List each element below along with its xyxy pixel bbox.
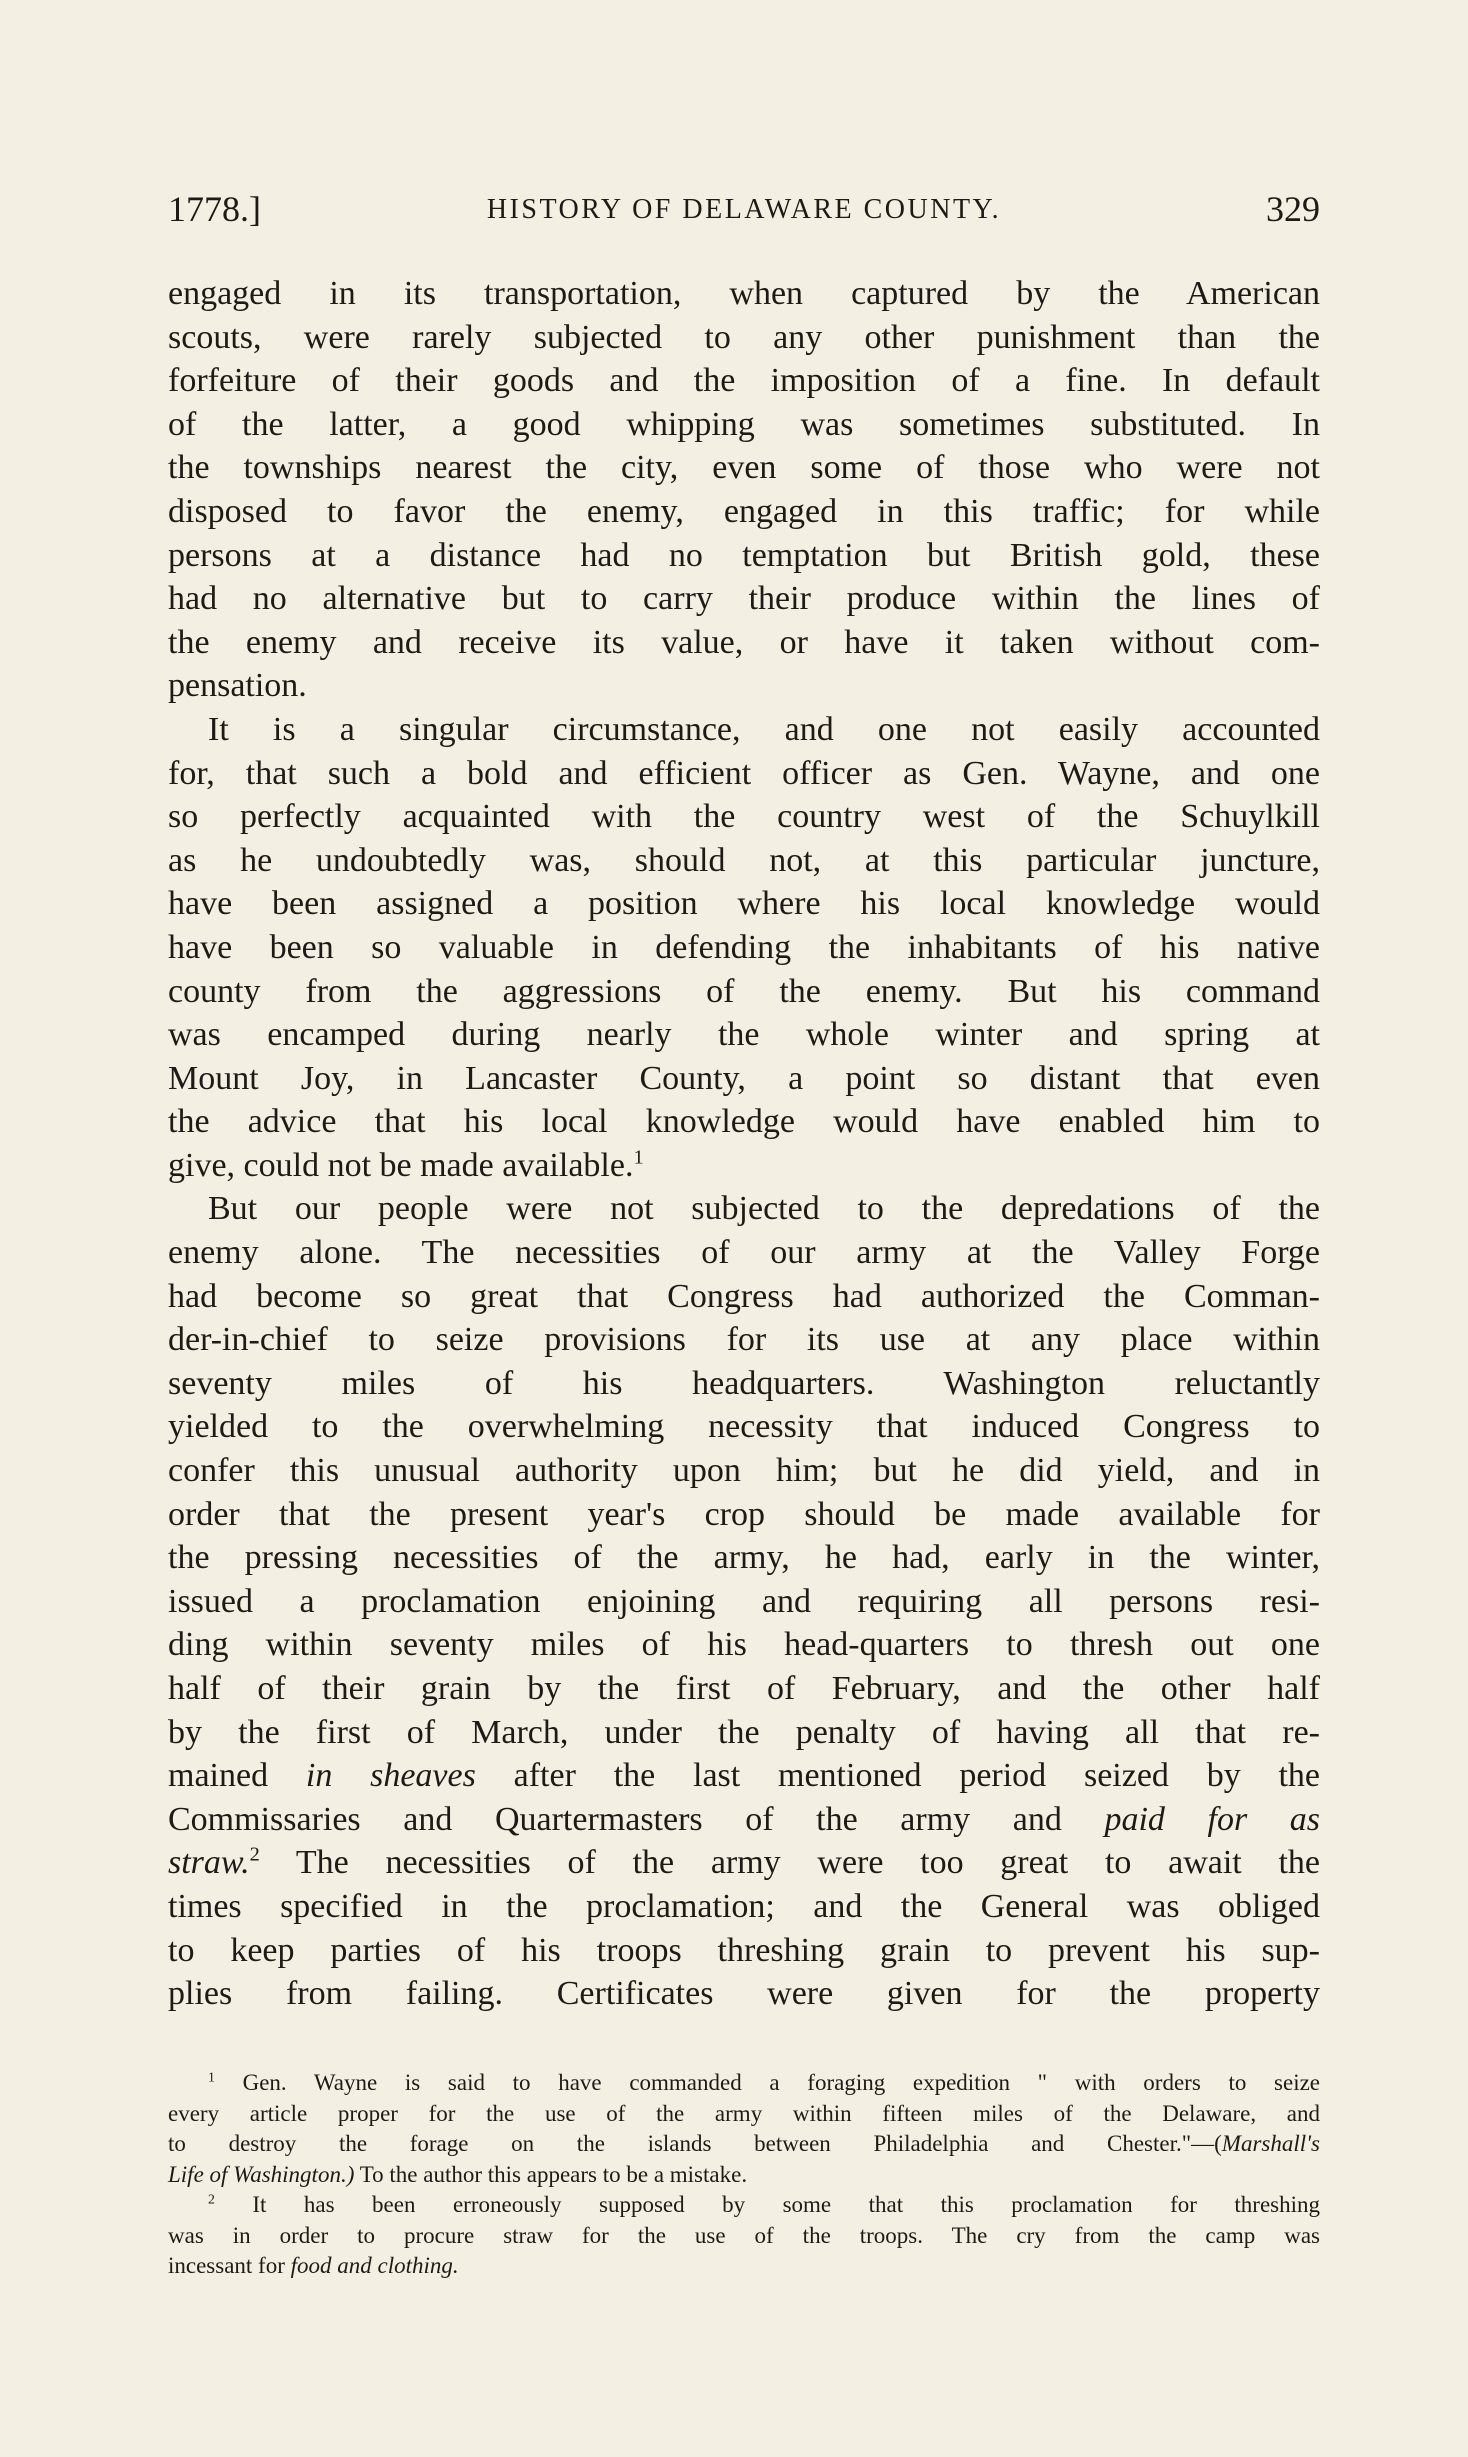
body-line: der-in-chief to seize provisions for its use at any place within [168,1321,1320,1359]
body-line: have been so valuable in defending the inhabitants of his native [168,928,1320,966]
body-line: forfeiture of their goods and the imposition of a fine. In default [168,362,1320,400]
body-line: enemy alone. The necessities of our army at the Valley Forge [168,1234,1320,1272]
footnote-text: Gen. Wayne is said to have commanded a foraging expedition " with orders to seize [242,2070,1320,2095]
footnote-line [168,2068,1320,2099]
footnote-line [168,2190,1320,2221]
body-line [168,1754,1320,1798]
body-line: scouts, were rarely subjected to any other punishment than the [168,318,1320,356]
footnote-number: 1 [208,2069,215,2085]
body-line: half of their grain by the first of February, and the other half [168,1670,1320,1707]
footnote-italic: Marshall's [1221,2131,1320,2156]
body-line: yielded to the overwhelming necessity that induced Congress to [168,1408,1320,1446]
body-line-text: mained [168,1757,269,1795]
footnote-line: was in order to procure straw for the use of the troops. The cry from the camp was [168,2222,1320,2248]
body-line: engaged in its transportation, when captured by the American [168,275,1320,312]
body-line: by the first of March, under the penalty of having all that re- [168,1713,1320,1751]
footnote-line: every article proper for the use of the army within fifteen miles of the Delaware, and [168,2100,1320,2126]
body-line: for, that such a bold and efficient officer as Gen. Wayne, and one [168,754,1320,792]
body-line: had no alternative but to carry their produce within the lines of [168,580,1320,618]
page-number: 329 [1266,189,1320,229]
body-line-text: give, could not be made available. [168,1146,634,1184]
body-line: disposed to favor the enemy, engaged in this traffic; for while [168,492,1320,530]
body-line: of the latter, a good whipping was sometimes substituted. In [168,405,1320,443]
body-line [168,1841,1320,1885]
running-head [168,188,1320,238]
footnote-text: to destroy the forage on the islands between Philadelphia and Chester."—( [168,2131,1222,2156]
body-line: the enemy and receive its value, or have it taken without com- [168,623,1320,661]
footnote-text: incessant for [168,2253,285,2278]
footnote-line [168,2160,1320,2191]
footnote-ref-1: 1 [633,1146,644,1169]
body-line: pensation. [168,667,307,705]
body-line: was encamped during nearly the whole winter and spring at [168,1016,1320,1054]
body-line: plies from failing. Certificates were given for the property [168,1975,1320,2013]
body-line: persons at a distance had no temptation but British gold, these [168,536,1320,574]
body-line [168,1144,1320,1188]
body-text [168,272,1320,2016]
body-line [168,1798,1320,1842]
body-line: issued a proclamation enjoining and requiring all persons resi- [168,1582,1320,1620]
footnote-line [168,2129,1320,2160]
running-head-title: HISTORY OF DELAWARE COUNTY. [486,194,1002,225]
italic-phrase: straw. [168,1844,250,1882]
footnote-text: It has been erroneously supposed by some that this proclamation for threshing [252,2192,1321,2217]
body-line: seventy miles of his headquarters. Washington reluctantly [168,1364,1320,1402]
body-line: had become so great that Congress had authorized the Comman- [168,1277,1320,1315]
running-head-year: 1778.] [168,189,261,229]
body-line-text: after the last mentioned period seized by the [513,1757,1321,1795]
body-line: county from the aggressions of the enemy. But his command [168,972,1320,1010]
body-line: so perfectly acquainted with the country west of the Schuylkill [168,798,1320,836]
footnote-italic: food and clothing. [290,2253,459,2278]
body-line: order that the present year's crop should be made available for [168,1495,1320,1533]
body-line: as he undoubtedly was, should not, at this particular juncture, [168,841,1320,879]
body-line: the pressing necessities of the army, he had, early in the winter, [168,1539,1320,1577]
body-line: the townships nearest the city, even some of those who were not [168,449,1320,487]
footnote-ref-2: 2 [249,1844,260,1867]
body-line: Mount Joy, in Lancaster County, a point so distant that even [168,1059,1320,1097]
italic-phrase: paid for as [1104,1800,1321,1838]
body-line: ding within seventy miles of his head-quarters to thresh out one [168,1626,1320,1664]
body-line: confer this unusual authority upon him; but he did yield, and in [168,1452,1320,1490]
body-line: times specified in the proclamation; and the General was obliged [168,1887,1320,1925]
body-line-text: Commissaries and Quartermasters of the army and [168,1800,1062,1838]
body-line: It is a singular circumstance, and one not easily accounted [208,710,1320,748]
body-line-text: The necessities of the army were too great to await the [295,1844,1320,1882]
body-line: to keep parties of his troops threshing grain to prevent his sup- [168,1931,1320,1969]
footnote-number: 2 [208,2191,215,2207]
body-line: But our people were not subjected to the depredations of the [208,1190,1320,1228]
italic-phrase: in sheaves [305,1757,476,1795]
body-line: have been assigned a position where his local knowledge would [168,885,1320,923]
body-line: the advice that his local knowledge would have enabled him to [168,1103,1320,1141]
footnotes [168,2068,1320,2282]
footnote-line [168,2251,1320,2282]
footnote-text: To the author this appears to be a mistake. [359,2161,748,2187]
footnote-italic: Life of Washington.) [168,2161,355,2187]
